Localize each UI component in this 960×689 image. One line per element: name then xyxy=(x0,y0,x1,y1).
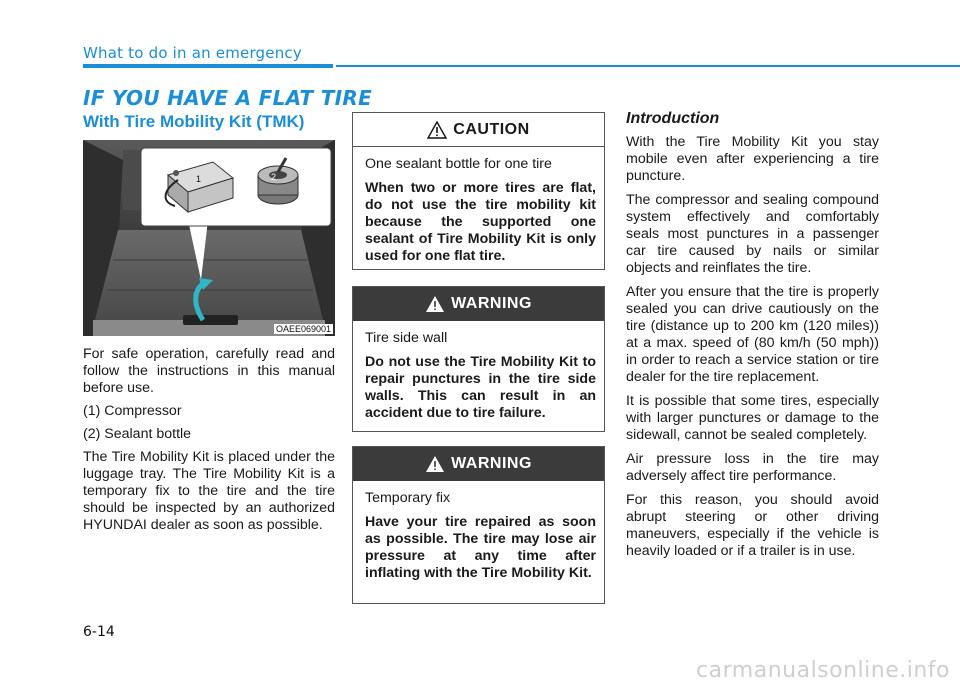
warning-triangle-icon xyxy=(425,295,445,313)
paragraph: It is possible that some tires, especially with larger punctures or damage to the sidewall, cannot be sealed completely. xyxy=(626,393,879,443)
page-subtitle: With Tire Mobility Kit (TMK) xyxy=(83,112,305,131)
page-number: 6-14 xyxy=(83,624,115,640)
paragraph: The Tire Mobility Kit is placed under the luggage tray. The Tire Mobility Kit is a temporary fix to the tire and the tire should be inspected by an authorized HYUNDAI dealer as soon as possible. xyxy=(83,449,335,533)
paragraph: The compressor and sealing compound system effectively and comfortably seals most punctures in a passenger car tire caused by nails or similar objects and reinflates the tire. xyxy=(626,192,879,276)
warning-header xyxy=(353,287,604,321)
paragraph: For safe operation, carefully read and follow the instructions in this manual before use. xyxy=(83,346,335,396)
warning-title: Temporary fix xyxy=(365,490,451,506)
caution-title: One sealant bottle for one tire xyxy=(365,156,552,172)
caution-body xyxy=(353,147,604,273)
paragraph: With the Tire Mobility Kit you stay mobile even after experiencing a tire puncture. xyxy=(626,134,879,184)
column-3-introduction xyxy=(626,110,879,567)
introduction-title: Introduction xyxy=(626,110,720,127)
warning-label: WARNING xyxy=(451,455,532,472)
warning-title: Tire side wall xyxy=(365,330,448,346)
caution-text: When two or more tires are flat, do not use the tire mobility kit because the supported one sealant of Tire Mobility Kit is only used for one flat tire. xyxy=(365,180,596,264)
warning-label: WARNING xyxy=(451,295,532,312)
warning-body xyxy=(353,321,604,430)
warning-text: Have your tire repaired as soon as possible. The tire may lose air pressure at any time after inflating with the Tire Mobility Kit. xyxy=(365,514,596,581)
trunk-figure xyxy=(83,140,335,336)
list-item-compressor: (1) Compressor xyxy=(83,403,182,419)
warning-header xyxy=(353,447,604,481)
warning-body xyxy=(353,481,604,590)
watermark: carmanualsonline.info xyxy=(696,658,950,683)
page-title: IF YOU HAVE A FLAT TIRE xyxy=(83,86,373,110)
section-header: What to do in an emergency xyxy=(83,44,302,62)
caution-triangle-icon xyxy=(427,121,447,139)
paragraph: For this reason, you should avoid abrupt steering or other driving maneuvers, especially if the vehicle is heavily loaded or if a trailer is in use. xyxy=(626,492,879,559)
warning-box-temporary-fix xyxy=(352,446,605,604)
list-item-sealant-bottle: (2) Sealant bottle xyxy=(83,426,192,442)
caution-label: CAUTION xyxy=(453,120,530,138)
warning-triangle-icon xyxy=(425,455,445,473)
header-rule-accent xyxy=(83,64,333,68)
caution-box xyxy=(352,112,605,270)
header-rule xyxy=(336,65,960,67)
column-1-text xyxy=(83,346,335,540)
callout-label-1: 1 xyxy=(196,174,202,184)
warning-text: Do not use the Tire Mobility Kit to repair punctures in the tire side walls. This can result in an accident due to tire failure. xyxy=(365,354,596,421)
paragraph: After you ensure that the tire is properly sealed you can drive cautiously on the tire (distance up to 200 km (120 miles)) at a max. speed of (80 km/h (50 mph)) in order to reach a service station or tire dealer for the tire replacement. xyxy=(626,284,879,385)
warning-box-side-wall xyxy=(352,286,605,432)
paragraph: Air pressure loss in the tire may adversely affect tire performance. xyxy=(626,451,879,484)
callout-label-2: 2 xyxy=(271,172,277,182)
figure-code: OAEE069001 xyxy=(275,324,331,334)
caution-header xyxy=(353,113,604,147)
trunk-illustration xyxy=(83,140,335,336)
